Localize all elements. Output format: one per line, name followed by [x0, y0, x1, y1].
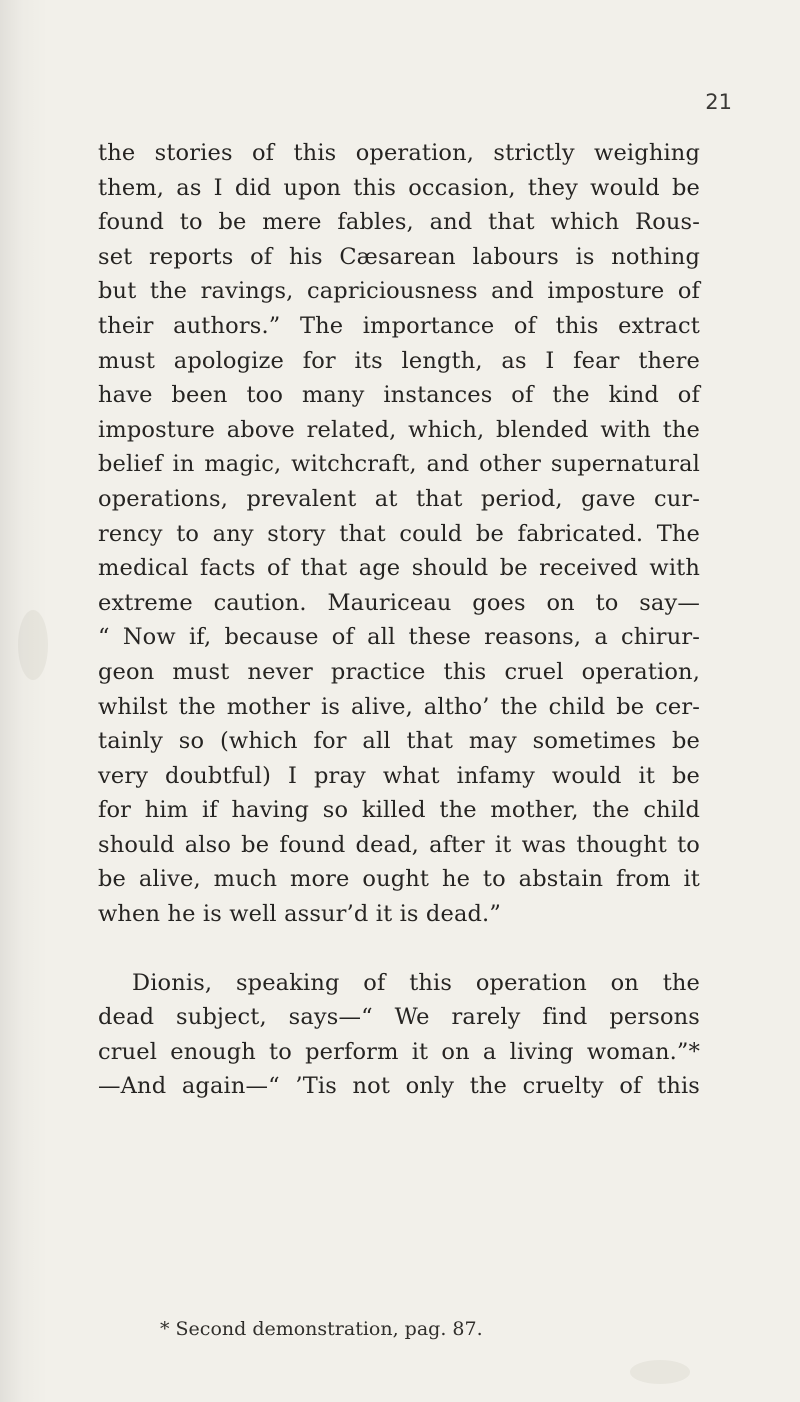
footnote: * Second demonstration, pag. 87.	[160, 1318, 483, 1340]
text-line: when he is well assur’d it is dead.”	[98, 901, 502, 928]
text-line: cruel enough to perform it on a living woman.”*	[98, 1038, 700, 1065]
text-line: have been too many instances of the kind of	[98, 382, 700, 409]
text-line: should also be found dead, after it was thought to	[98, 831, 700, 858]
text-line: very doubtful) I pray what infamy would it be	[98, 762, 700, 789]
text-line: imposture above related, which, blended with the	[98, 416, 700, 443]
text-line: but the ravings, capriciousness and imposture of	[98, 278, 700, 305]
text-line: whilst the mother is alive, altho’ the child be cer-	[98, 693, 700, 720]
text-line: “ Now if, because of all these reasons, a chirur-	[98, 624, 700, 651]
text-line: must apologize for its length, as I fear there	[98, 347, 700, 374]
text-line: geon must never practice this cruel operation,	[98, 658, 700, 685]
text-line: belief in magic, witchcraft, and other supernatural	[98, 451, 700, 478]
text-line: operations, prevalent at that period, gave cur-	[98, 485, 700, 512]
text-line: tainly so (which for all that may sometimes be	[98, 728, 700, 755]
text-line: —And again—“ ’Tis not only the cruelty of this	[98, 1073, 700, 1100]
text-line: set reports of his Cæsarean labours is nothing	[98, 243, 700, 270]
paragraph-2	[98, 966, 700, 1104]
text-line: medical facts of that age should be received with	[98, 555, 700, 582]
paper-stain	[630, 1360, 690, 1384]
text-line: the stories of this operation, strictly weighing	[98, 140, 700, 166]
text-line: Dionis, speaking of this operation on the	[132, 969, 700, 996]
body-text	[98, 136, 700, 1104]
paper-stain	[18, 610, 48, 680]
text-line: dead subject, says—“ We rarely find persons	[98, 1004, 700, 1031]
text-line: rency to any story that could be fabricated. The	[98, 520, 700, 547]
paragraph-1	[98, 136, 700, 932]
text-line: be alive, much more ought he to abstain from it	[98, 866, 700, 893]
text-line: for him if having so killed the mother, the child	[98, 797, 700, 824]
text-line: their authors.” The importance of this extract	[98, 312, 700, 339]
text-line: them, as I did upon this occasion, they would be	[98, 174, 700, 201]
text-line: extreme caution. Mauriceau goes on to say—	[98, 589, 700, 616]
text-line: found to be mere fables, and that which Rous-	[98, 209, 700, 236]
page-number: 21	[705, 90, 732, 114]
